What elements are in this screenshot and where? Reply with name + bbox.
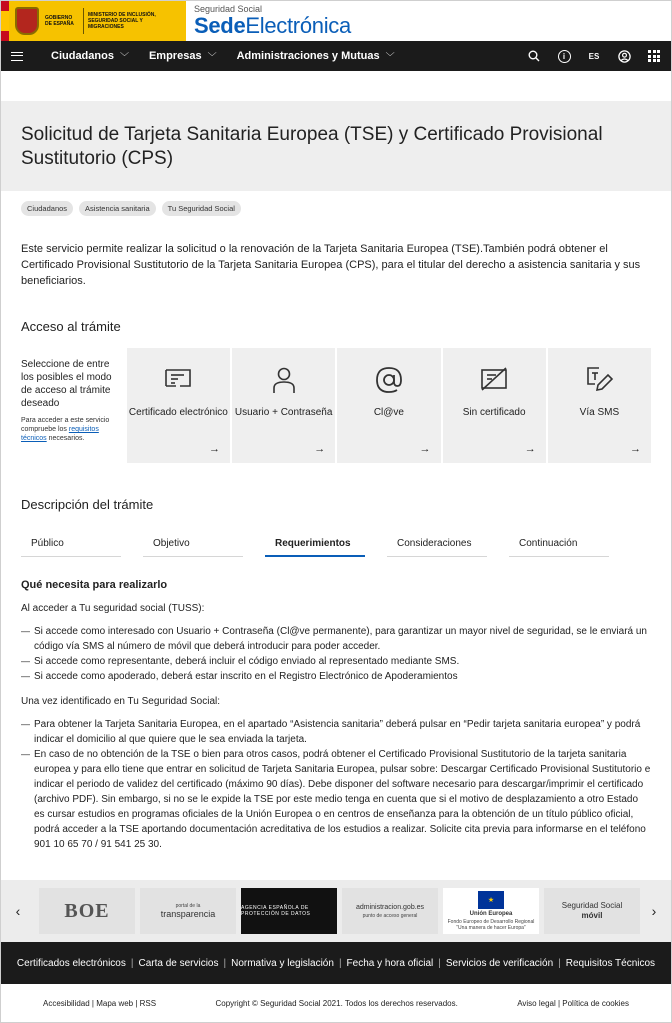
access-card-label: Certificado electrónico [128, 407, 228, 418]
divider [83, 8, 84, 34]
user-icon[interactable] [617, 49, 631, 63]
access-card-sin-certificado[interactable] [443, 348, 546, 463]
acceso-title: Acceso al trámite [21, 319, 121, 334]
access-card-label: Usuario + Contraseña [234, 407, 333, 418]
sede-title-rest: Electrónica [245, 13, 351, 38]
divider: | [338, 957, 342, 969]
logo-text: transparencia [160, 909, 216, 919]
logo-administracion[interactable] [342, 888, 438, 934]
footer-bottom [1, 984, 671, 1022]
spain-flag-icon [1, 1, 9, 41]
description-tabs [1, 538, 671, 557]
coat-of-arms-icon [15, 7, 39, 35]
divider: | [223, 957, 227, 969]
access-card-label: Sin certificado [462, 407, 526, 418]
logo-text: Seguridad Social [561, 901, 623, 910]
at-icon [373, 364, 405, 396]
requirements-paragraph: Al acceder a Tu seguridad social (TUSS): [21, 603, 205, 614]
logo-text-small: Fondo Europeo de Desarrollo Regional [447, 919, 535, 925]
access-card-label: Vía SMS [579, 407, 620, 418]
logo-transparencia[interactable] [140, 888, 236, 934]
divider: | [438, 957, 441, 969]
requisitos-tecnicos-link[interactable]: requisitos técnicos [21, 426, 99, 442]
sede-title [194, 14, 351, 38]
access-card-label: Cl@ve [373, 407, 404, 418]
partner-logos-carousel [1, 880, 671, 942]
footer-link-normativa[interactable]: Normativa y legislación [231, 957, 334, 969]
logo-text-small: punto de acceso general [362, 913, 418, 919]
arrow-right-icon: → [209, 443, 221, 455]
ministry-text: MINISTERIO DE INCLUSIÓN, SEGURIDAD SOCIAL Y MIGRACIONES [88, 12, 156, 30]
sede-title-bold: Sede [194, 13, 246, 38]
footer-accessibility-links[interactable]: Accesibilidad | Mapa web | RSS [43, 998, 157, 1008]
tag-ciudadanos[interactable]: Ciudadanos [21, 201, 73, 216]
certificate-icon [162, 364, 194, 396]
main-nav [1, 41, 671, 71]
arrow-right-icon: → [419, 443, 431, 455]
logo-union-europea[interactable] [443, 888, 539, 934]
chevron-down-icon: ﹀ [207, 51, 217, 62]
requirements-panel [1, 579, 671, 852]
footer-link-certificados[interactable]: Certificados electrónicos [16, 957, 126, 969]
access-card-certificado[interactable] [127, 348, 230, 463]
access-methods [1, 348, 671, 463]
nav-item-empresas[interactable] [149, 50, 217, 63]
eu-flag-icon: ★ [478, 891, 504, 909]
chevron-down-icon: ﹀ [119, 51, 129, 62]
list-item: — Si accede como interesado con Usuario + Contraseña (Cl@ve permanente), para garantizar un mayor nivel de seguridad, se le enviará un código vía SMS al número de móvil que deberá introducir para poder acceder. [21, 624, 651, 654]
tag-tu-seguridad-social[interactable]: Tu Seguridad Social [162, 201, 241, 216]
arrow-right-icon: → [314, 443, 326, 455]
intro-text: Este servicio permite realizar la solicitud o la renovación de la Tarjeta Sanitaria Europea (TSE).También podrá obtener el Certificado Provisional Sustitutorio de la Tarjeta Sanitaria Europea (CPS), para el titular del derecho a asistencia sanitaria y sus beneficiarios. [21, 243, 641, 287]
access-description [21, 348, 125, 463]
requirements-list [21, 624, 651, 684]
nav-tools [527, 49, 661, 63]
requirements-paragraph: Una vez identificado en Tu Seguridad Social: [21, 696, 221, 707]
note-text-end: necesarios. [46, 435, 85, 442]
apps-icon[interactable] [647, 49, 661, 63]
access-instructions: Seleccione de entre los posibles el modo de acceso al trámite deseado [21, 359, 112, 409]
tab-objetivo[interactable]: Objetivo [143, 538, 243, 557]
access-card-usuario[interactable] [232, 348, 335, 463]
tab-publico[interactable]: Público [21, 538, 121, 557]
logo-text: móvil [581, 911, 603, 920]
logo-ss-movil[interactable] [544, 888, 640, 934]
list-item: — Si accede como representante, deberá incluir el código enviado al representado mediante SMS. [21, 654, 651, 669]
logo-text: AGENCIA ESPAÑOLA DE PROTECCIÓN DE DATOS [241, 905, 311, 917]
gov-text: GOBIERNO DE ESPAÑA [45, 15, 74, 27]
user-icon [268, 364, 300, 396]
footer-copyright: Copyright © Seguridad Social 2021. Todos los derechos reservados. [215, 998, 458, 1008]
search-icon[interactable] [527, 49, 541, 63]
title-band [1, 101, 671, 191]
page-title: Solicitud de Tarjeta Sanitaria Europea (TSE) y Certificado Provisional Sustitutorio (CPS) [21, 124, 603, 169]
logo-boe[interactable] [39, 888, 135, 934]
tab-consideraciones[interactable]: Consideraciones [387, 538, 487, 557]
language-selector[interactable]: ES [588, 51, 600, 61]
tab-requerimientos[interactable]: Requerimientos [265, 538, 365, 557]
logo-aepd[interactable] [241, 888, 337, 934]
nav-item-label: Ciudadanos [51, 50, 114, 62]
access-requirements-note [21, 416, 119, 443]
nav-item-ciudadanos[interactable] [51, 50, 129, 63]
note-text: Para acceder a este servicio compruebe los [21, 417, 110, 433]
footer-link-carta[interactable]: Carta de servicios [138, 957, 219, 969]
footer-link-verificacion[interactable]: Servicios de verificación [445, 957, 554, 969]
arrow-right-icon: → [630, 443, 642, 455]
nav-item-label: Administraciones y Mutuas [236, 50, 380, 62]
logo-text: Unión Europea [469, 911, 513, 917]
footer-link-requisitos[interactable]: Requisitos Técnicos [565, 957, 656, 969]
carousel-next-button[interactable]: › [651, 903, 657, 919]
info-icon[interactable]: i [557, 49, 571, 63]
top-header [1, 1, 671, 41]
chevron-down-icon: ﹀ [385, 51, 395, 62]
tab-continuacion[interactable]: Continuación [509, 538, 609, 557]
list-item: — En caso de no obtención de la TSE o bien para otros casos, podrá obtener el Certificado Provisional Sustitutorio de la tarjeta sanitaria europea y para ello tiene que entrar en solicitud de Tarjeta Sanitaria Europea, pulsar sobre: Descargar Certificado Provisional Sustitutorio e indicar el periodo de validez del certificado (máximo 90 días). Debe disponer del software necesario para descargar/imprimir el certificado (archivo PDF). Sin embargo, si no se le expide la TSE por este medio tenga en cuenta que si el motivo de desplazamiento a otro Estado es cursar estudios en programas oficiales de la Unión Europea o en centros de enseñanza para la obtención de un título público oficial, podrá acceder a la TSE aportando documentación acreditativa de los estudios a realizar. Solicite cita previa para informarse en el teléfono 901 10 65 70 / 91 541 25 30. [21, 747, 651, 852]
logo-text: administracion.gob.es [355, 904, 425, 911]
carousel-prev-button[interactable]: ‹ [15, 903, 21, 919]
nav-item-label: Empresas [148, 50, 202, 62]
menu-icon[interactable] [11, 52, 23, 61]
boe-logo-text: BOE [64, 899, 110, 922]
footer-links [1, 942, 671, 984]
list-item: — Para obtener la Tarjeta Sanitaria Europea, en el apartado “Asistencia sanitaria” deberá pulsar en “Pedir tarjeta sanitaria europea” y podrá indicar el domicilio al que quiere que le sea enviada la tarjeta. [21, 717, 651, 747]
arrow-right-icon: → [524, 443, 536, 455]
divider: | [130, 957, 134, 969]
sede-logo[interactable] [194, 4, 351, 38]
tag-asistencia-sanitaria[interactable]: Asistencia sanitaria [79, 201, 156, 216]
list-item: — Si accede como apoderado, deberá estar inscrito en el Registro Electrónico de Apoderamientos [21, 669, 651, 684]
requirements-heading: Qué necesita para realizarlo [21, 579, 168, 591]
access-card-clave[interactable] [337, 348, 440, 463]
logo-text-small: portal de la [175, 903, 201, 909]
tag-list [1, 191, 671, 216]
logo-text-small: “Una manera de hacer Europa” [456, 925, 526, 931]
sede-subtitle: Seguridad Social [194, 4, 263, 14]
nav-item-administraciones[interactable] [237, 50, 395, 63]
requirements-list [21, 717, 651, 852]
no-certificate-icon [478, 364, 510, 396]
footer-legal-links[interactable]: Aviso legal | Política de cookies [517, 998, 629, 1008]
divider: | [558, 957, 561, 969]
government-logo[interactable] [1, 1, 186, 41]
sms-icon [583, 364, 615, 396]
footer-link-fecha[interactable]: Fecha y hora oficial [346, 957, 434, 969]
access-card-sms[interactable] [548, 348, 651, 463]
descripcion-title: Descripción del trámite [21, 497, 154, 512]
